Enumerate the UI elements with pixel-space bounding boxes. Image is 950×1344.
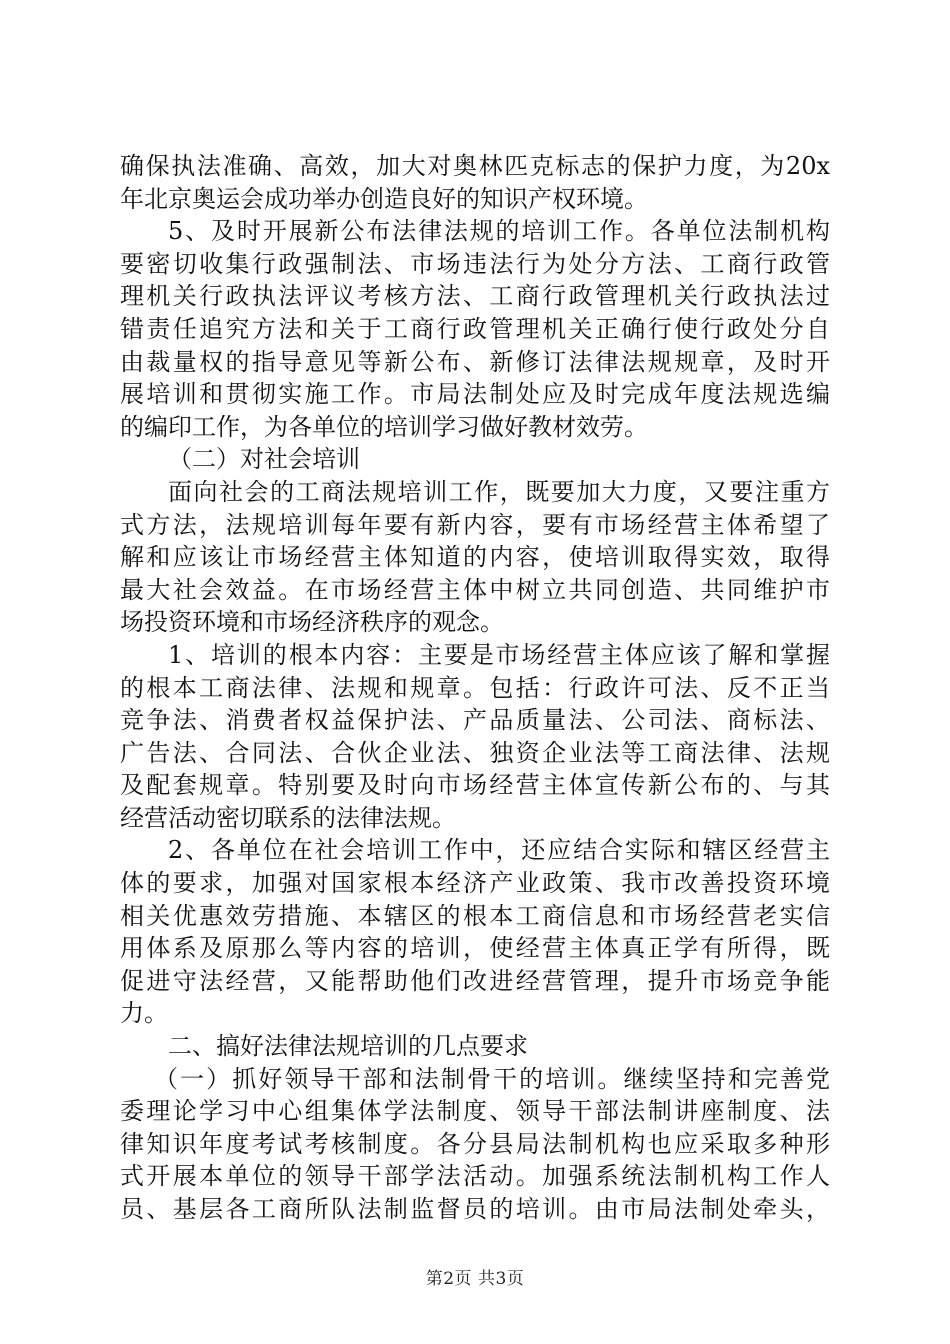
- text-line: 促进守法经营，又能帮助他们改进经营管理，提升市场竞争能: [120, 966, 830, 995]
- body-text: [120, 150, 830, 1226]
- text-line: 委理论学习中心组集体学法制度、领导干部法制讲座制度、法: [120, 1097, 830, 1126]
- text-line: 律知识年度考试考核制度。各分县局法制机构也应采取多种形: [120, 1129, 830, 1158]
- text-line: 解和应该让市场经营主体知道的内容，使培训取得实效，取得: [120, 543, 830, 572]
- text-line: 错责任追究方法和关于工商行政管理机关正确行使行政处分自: [120, 314, 830, 343]
- text-line: 式开展本单位的领导干部学法活动。加强系统法制机构工作人: [120, 1162, 830, 1191]
- text-line: 理机关行政执法评议考核方法、工商行政管理机关行政执法过: [120, 282, 830, 311]
- text-line: 确保执法准确、高效，加大对奥林匹克标志的保护力度，为20x: [120, 152, 830, 180]
- text-line: 用体系及原那么等内容的培训，使经营主体真正学有所得，既: [120, 934, 830, 963]
- text-line: 最大社会效益。在市场经营主体中树立共同创造、共同维护市: [120, 575, 830, 604]
- text-line: 由裁量权的指导意见等新公布、新修订法律法规规章，及时开: [120, 347, 830, 376]
- text-line: 1、培训的根本内容：主要是市场经营主体应该了解和掌握: [168, 640, 830, 669]
- text-line: 力。: [120, 999, 168, 1028]
- text-line: 相关优惠效劳措施、本辖区的根本工商信息和市场经营老实信: [120, 901, 830, 930]
- text-line: （二）对社会培训: [168, 445, 360, 474]
- text-line: 的编印工作，为各单位的培训学习做好教材效劳。: [120, 412, 648, 441]
- text-line: 2、各单位在社会培训工作中，还应结合实际和辖区经营主: [168, 836, 830, 865]
- text-line: 体的要求，加强对国家根本经济产业政策、我市改善投资环境: [120, 869, 830, 898]
- text-line: 及配套规章。特别要及时向市场经营主体宣传新公布的、与其: [120, 771, 830, 800]
- page-footer: 第2页 共3页: [425, 1269, 525, 1289]
- text-line: 年北京奥运会成功举办创造良好的知识产权环境。: [120, 184, 648, 213]
- text-line: 员、基层各工商所队法制监督员的培训。由市局法制处牵头，: [120, 1195, 830, 1223]
- text-line: （一）抓好领导干部和法制骨干的培训。继续坚持和完善党: [154, 1064, 830, 1093]
- text-line: 二、搞好法律法规培训的几点要求: [168, 1032, 528, 1061]
- text-line: 的根本工商法律、法规和规章。包括：行政许可法、反不正当: [120, 673, 830, 702]
- text-line: 面向社会的工商法规培训工作，既要加大力度，又要注重方: [168, 477, 830, 506]
- text-line: 5、及时开展新公布法律法规的培训工作。各单位法制机构: [168, 217, 830, 246]
- text-line: 广告法、合同法、合伙企业法、独资企业法等工商法律、法规: [120, 738, 830, 767]
- text-line: 场投资环境和市场经济秩序的观念。: [120, 608, 504, 637]
- text-line: 经营活动密切联系的法律法规。: [120, 803, 456, 832]
- text-line: 式方法，法规培训每年要有新内容，要有市场经营主体希望了: [120, 510, 830, 539]
- text-line: 竞争法、消费者权益保护法、产品质量法、公司法、商标法、: [120, 706, 830, 735]
- text-line: 展培训和贯彻实施工作。市局法制处应及时完成年度法规选编: [120, 380, 830, 409]
- text-line: 要密切收集行政强制法、市场违法行为处分方法、工商行政管: [120, 249, 830, 278]
